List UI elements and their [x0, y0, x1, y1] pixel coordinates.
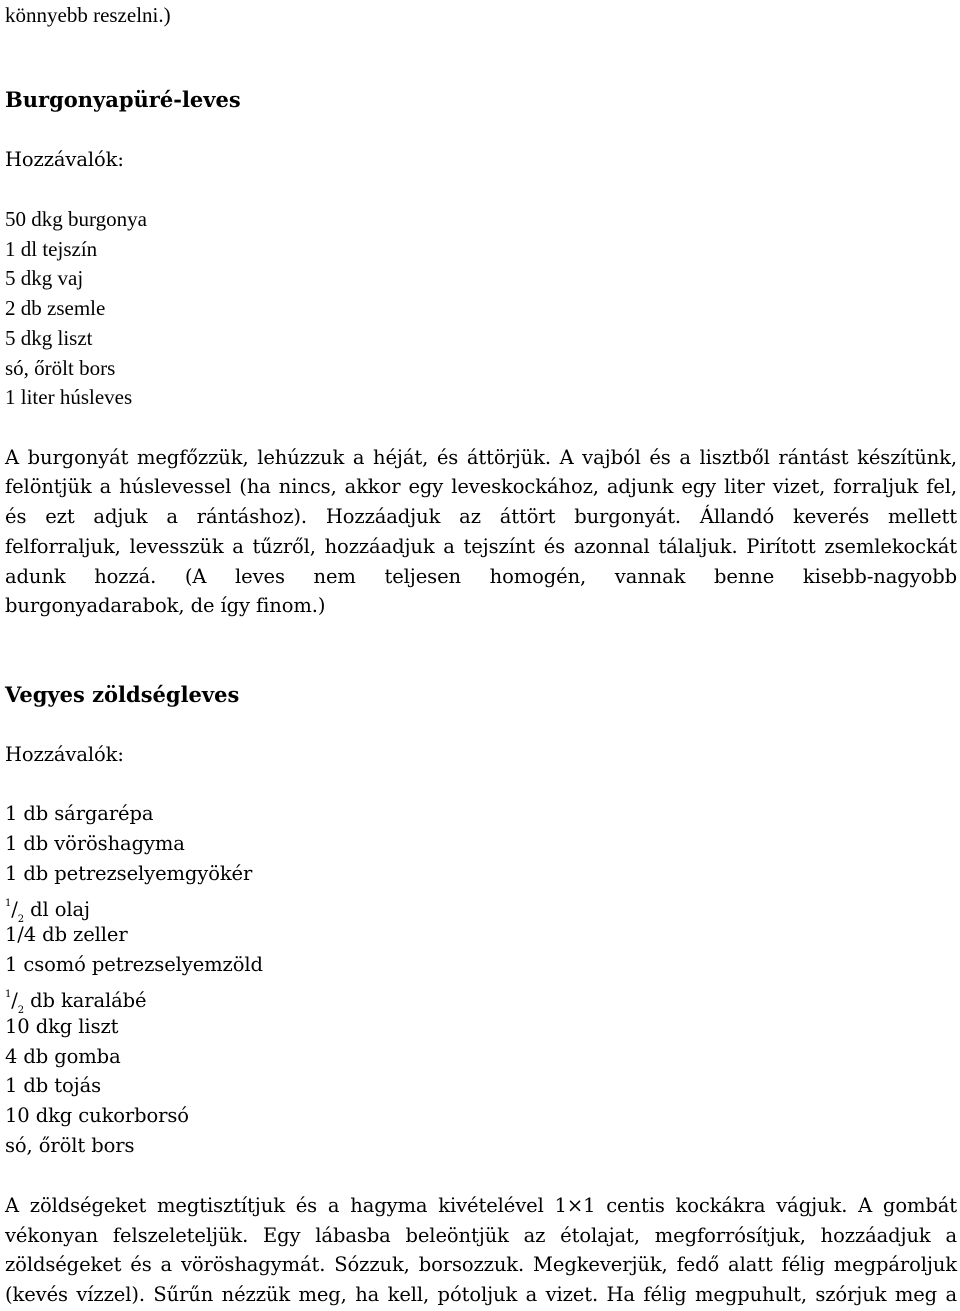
method-line	[5, 562, 957, 592]
fraction-slash: /	[11, 989, 18, 1012]
ingredients-label: Hozzávalók:	[5, 148, 124, 171]
ingredient-item: 10 dkg cukorborsó	[5, 1104, 189, 1127]
ingredient-item: 1 csomó petrezselyemzöld	[5, 953, 263, 976]
method-line-text: vékonyan felszeleteljük. Egy lábasba beleöntjük az étolajat, megforrósítjuk, hozzáadjuk a	[5, 1224, 957, 1247]
ingredient-item: 4 db gomba	[5, 1045, 121, 1068]
method-line	[5, 502, 957, 532]
method-line	[5, 1280, 957, 1310]
ingredients-label: Hozzávalók:	[5, 743, 124, 766]
ingredient-item: 1 db vöröshagyma	[5, 832, 185, 855]
method-line-text: A zöldségeket megtisztítjuk és a hagyma kivételével 1×1 centis kockákra vágjuk. A gombát	[5, 1194, 957, 1217]
method-line-text: felöntjük a húslevessel (ha nincs, akkor egy leveskockához, adjunk egy liter vizet, forraljuk fel,	[5, 475, 957, 498]
method-line	[5, 1191, 957, 1221]
ingredient-item: 1 db sárgarépa	[5, 802, 154, 825]
fraction-slash: /	[11, 898, 18, 921]
method-line	[5, 1250, 957, 1280]
ingredient-item: 2 db zsemle	[5, 296, 106, 320]
method-line	[5, 443, 957, 473]
ingredient-item: só, őrölt bors	[5, 1134, 135, 1157]
ingredient-item: 1 db petrezselyemgyökér	[5, 862, 253, 885]
method-line: burgonyadarabok, de így finom.)	[5, 594, 326, 617]
ingredient-rest: dl olaj	[24, 898, 90, 921]
ingredient-item: 1/4 db zeller	[5, 923, 128, 946]
ingredient-item: 10 dkg liszt	[5, 1015, 119, 1038]
ingredient-item-half-oil	[5, 889, 90, 925]
method-line-text: adunk hozzá. (A leves nem teljesen homogén, vannak benne kisebb-nagyobb	[5, 565, 957, 588]
method-line	[5, 472, 957, 502]
ingredient-item: 1 db tojás	[5, 1074, 102, 1097]
fraction-numerator: 1	[5, 898, 12, 909]
fraction-denominator: 2	[17, 914, 25, 925]
ingredient-item: 5 dkg vaj	[5, 266, 84, 290]
ingredient-rest: db karalábé	[24, 989, 147, 1012]
method-line	[5, 1221, 957, 1251]
ingredient-item: 5 dkg liszt	[5, 326, 93, 350]
recipe-title-burgonyapure: Burgonyapüré-leves	[5, 87, 241, 112]
method-line-text: és ezt adjuk a rántáshoz). Hozzáadjuk az áttört burgonyát. Állandó keverés mellett	[5, 505, 957, 528]
fraction-numerator: 1	[5, 989, 12, 1000]
fraction-denominator: 2	[17, 1005, 25, 1016]
ingredient-item: só, őrölt bors	[5, 356, 116, 380]
method-line-text: A burgonyát megfőzzük, lehúzzuk a héját, és áttörjük. A vajból és a lisztből rántást készítünk,	[5, 446, 957, 469]
recipe-title-vegyes-zoldsegleves: Vegyes zöldségleves	[5, 682, 240, 707]
method-line-text: felforraljuk, levesszük a tűzről, hozzáadjuk a tejszínt és azonnal tálaljuk. Pirított zsemlekockát	[5, 535, 957, 558]
method-line-text: (kevés vízzel). Sűrűn nézzük meg, ha kell, pótoljuk a vizet. Ha félig megpuhult, szórjuk meg a	[5, 1283, 957, 1306]
ingredient-item-half-kohlrabi	[5, 980, 147, 1016]
method-line	[5, 532, 957, 562]
intro-tail-text: könnyebb reszelni.)	[5, 3, 171, 27]
ingredient-item: 1 dl tejszín	[5, 237, 98, 261]
ingredient-item: 1 liter húsleves	[5, 385, 133, 409]
method-line-text: zöldségeket és a vöröshagymát. Sózzuk, borsozzuk. Megkeverjük, fedő alatt félig megpároljuk	[5, 1253, 957, 1276]
ingredient-item: 50 dkg burgonya	[5, 207, 147, 231]
